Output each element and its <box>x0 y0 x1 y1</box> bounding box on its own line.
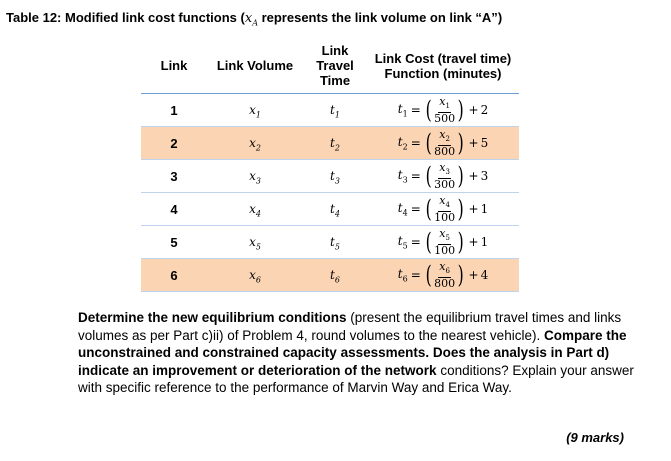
cell-link-volume: $x_6$ <box>207 259 303 292</box>
header-link-cost-function: Link Cost (travel time) Function (minutes) <box>367 38 519 94</box>
caption-quoted: “A” <box>475 10 498 25</box>
cell-link: 1 <box>141 94 207 127</box>
cell-travel-time: $t_2$ <box>303 127 367 160</box>
header-link: Link <box>141 38 207 94</box>
cell-travel-time: $t_6$ <box>303 259 367 292</box>
cell-cost-function <box>367 226 519 259</box>
cell-cost-function <box>367 259 519 292</box>
cell-cost-function <box>367 193 519 226</box>
cell-cost-function <box>367 160 519 193</box>
question-text <box>78 309 648 397</box>
cell-link-volume: $x_1$ <box>207 94 303 127</box>
caption-suffix: ) <box>497 10 503 25</box>
cell-travel-time: $t_4$ <box>303 193 367 226</box>
table-row <box>141 94 519 127</box>
table-row <box>141 259 519 292</box>
table-header-row <box>141 38 519 94</box>
caption-symbol: $x_A$ <box>244 11 258 28</box>
cell-travel-time: $t_5$ <box>303 226 367 259</box>
cell-travel-time: $t_3$ <box>303 160 367 193</box>
cost-formula: $t_6$ = ( $\frac{x_6}{800}$ ) + 4 <box>397 259 489 291</box>
cell-link: 4 <box>141 193 207 226</box>
cost-formula: $t_2$ = ( $\frac{x_2}{800}$ ) + 5 <box>397 127 489 159</box>
header-link-travel-time: Link Travel Time <box>303 38 367 94</box>
cell-link-volume: $x_2$ <box>207 127 303 160</box>
table-row <box>141 160 519 193</box>
table-row <box>141 193 519 226</box>
cost-formula: $t_4$ = ( $\frac{x_4}{100}$ ) + 1 <box>397 193 489 225</box>
cell-link: 5 <box>141 226 207 259</box>
cell-link: 6 <box>141 259 207 292</box>
question-bold-2: Compare the unconstrained and constrained capacity assessments. Does the analysis in Part d) indicate an improvement or deterioration of the network <box>78 327 627 378</box>
cost-formula: $t_1$ = ( $\frac{x_1}{500}$ ) + 2 <box>397 94 489 126</box>
cost-formula: $t_3$ = ( $\frac{x_3}{300}$ ) + 3 <box>397 160 489 192</box>
question-text-1: (present the equilibrium travel times and links volumes as per Part c)ii) of Problem 4, round volumes to the nearest vehicle). <box>78 310 622 343</box>
cell-link-volume: $x_3$ <box>207 160 303 193</box>
cell-cost-function <box>367 127 519 160</box>
cell-link-volume: $x_4$ <box>207 193 303 226</box>
cell-travel-time: $t_1$ <box>303 94 367 127</box>
cell-link-volume: $x_5$ <box>207 226 303 259</box>
question-bold-1: Determine the new equilibrium conditions <box>78 310 347 325</box>
table-body <box>141 94 519 292</box>
cell-link: 2 <box>141 127 207 160</box>
link-cost-table <box>141 38 519 292</box>
table-caption <box>6 10 502 28</box>
cell-link: 3 <box>141 160 207 193</box>
cell-cost-function <box>367 94 519 127</box>
marks-label: (9 marks) <box>566 430 624 445</box>
header-link-volume: Link Volume <box>207 38 303 94</box>
question-text-2: conditions? Explain your answer with specific reference to the performance of Marvin Way and Erica Way. <box>78 362 634 395</box>
cost-formula: $t_5$ = ( $\frac{x_5}{100}$ ) + 1 <box>397 226 489 258</box>
table-row <box>141 226 519 259</box>
caption-prefix: Table 12: Modified link cost functions ( <box>6 10 245 25</box>
caption-middle: represents the link volume on link <box>257 10 476 25</box>
table-row <box>141 127 519 160</box>
